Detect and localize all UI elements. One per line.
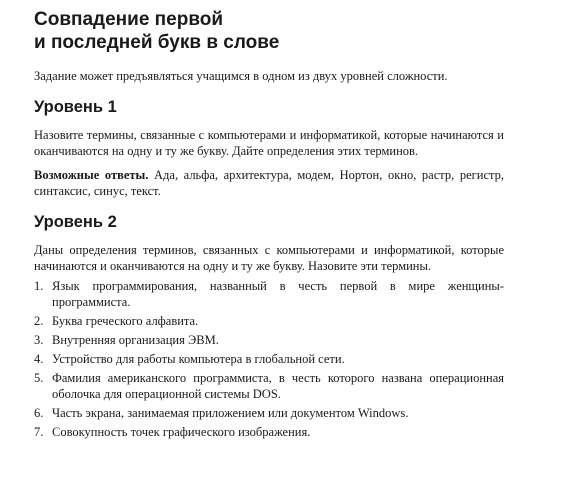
item-number: 4. <box>34 352 44 366</box>
intro-text: Задание может предъявляться учащимся в одном из двух уровней сложности. <box>34 69 448 83</box>
item-number: 1. <box>34 279 44 293</box>
list-item <box>34 405 504 421</box>
item-number: 5. <box>34 371 44 385</box>
list-item <box>34 370 504 402</box>
list-item <box>34 278 504 310</box>
level-1-task: Назовите термины, связанные с компьютерами и информатикой, которые начинаются и оканчиваются на одну и ту же букву. Дайте определения этих терминов. <box>34 128 504 158</box>
definitions-list <box>34 278 504 440</box>
level-2-heading: Уровень 2 <box>34 213 117 231</box>
level-1-answers <box>34 167 504 199</box>
answers-text: Ада, альфа, архитектура, модем, Нортон, окно, растр, регистр, синтаксис, синус, текст. <box>34 168 504 198</box>
page-title <box>34 8 504 54</box>
item-text: Буква греческого алфавита. <box>52 314 199 328</box>
item-number: 2. <box>34 314 44 328</box>
item-text: Совокупность точек графического изображения. <box>52 425 311 439</box>
item-number: 6. <box>34 406 44 420</box>
level-2-task: Даны определения терминов, связанных с компьютерами и информатикой, которые начинаются и оканчиваются на одну и ту же букву. Назовите эти термины. <box>34 243 504 273</box>
item-number: 3. <box>34 333 44 347</box>
item-text: Часть экрана, занимаемая приложением или документом Windows. <box>52 406 409 420</box>
item-text: Внутренняя организация ЭВМ. <box>52 333 219 347</box>
list-item <box>34 332 504 348</box>
title-line-2: и последней букв в слове <box>34 32 280 53</box>
answers-label: Возможные ответы. <box>34 168 149 182</box>
item-text: Устройство для работы компьютера в глобальной сети. <box>52 352 345 366</box>
level-1-heading: Уровень 1 <box>34 98 117 116</box>
item-text: Язык программирования, названный в честь первой в мире женщины-программиста. <box>52 279 504 309</box>
list-item <box>34 424 504 440</box>
item-number: 7. <box>34 425 44 439</box>
title-line-1: Совпадение первой <box>34 9 224 30</box>
list-item <box>34 351 504 367</box>
list-item <box>34 313 504 329</box>
item-text: Фамилия американского программиста, в честь которого названа операционная оболочка для операционной системы DOS. <box>52 371 504 401</box>
